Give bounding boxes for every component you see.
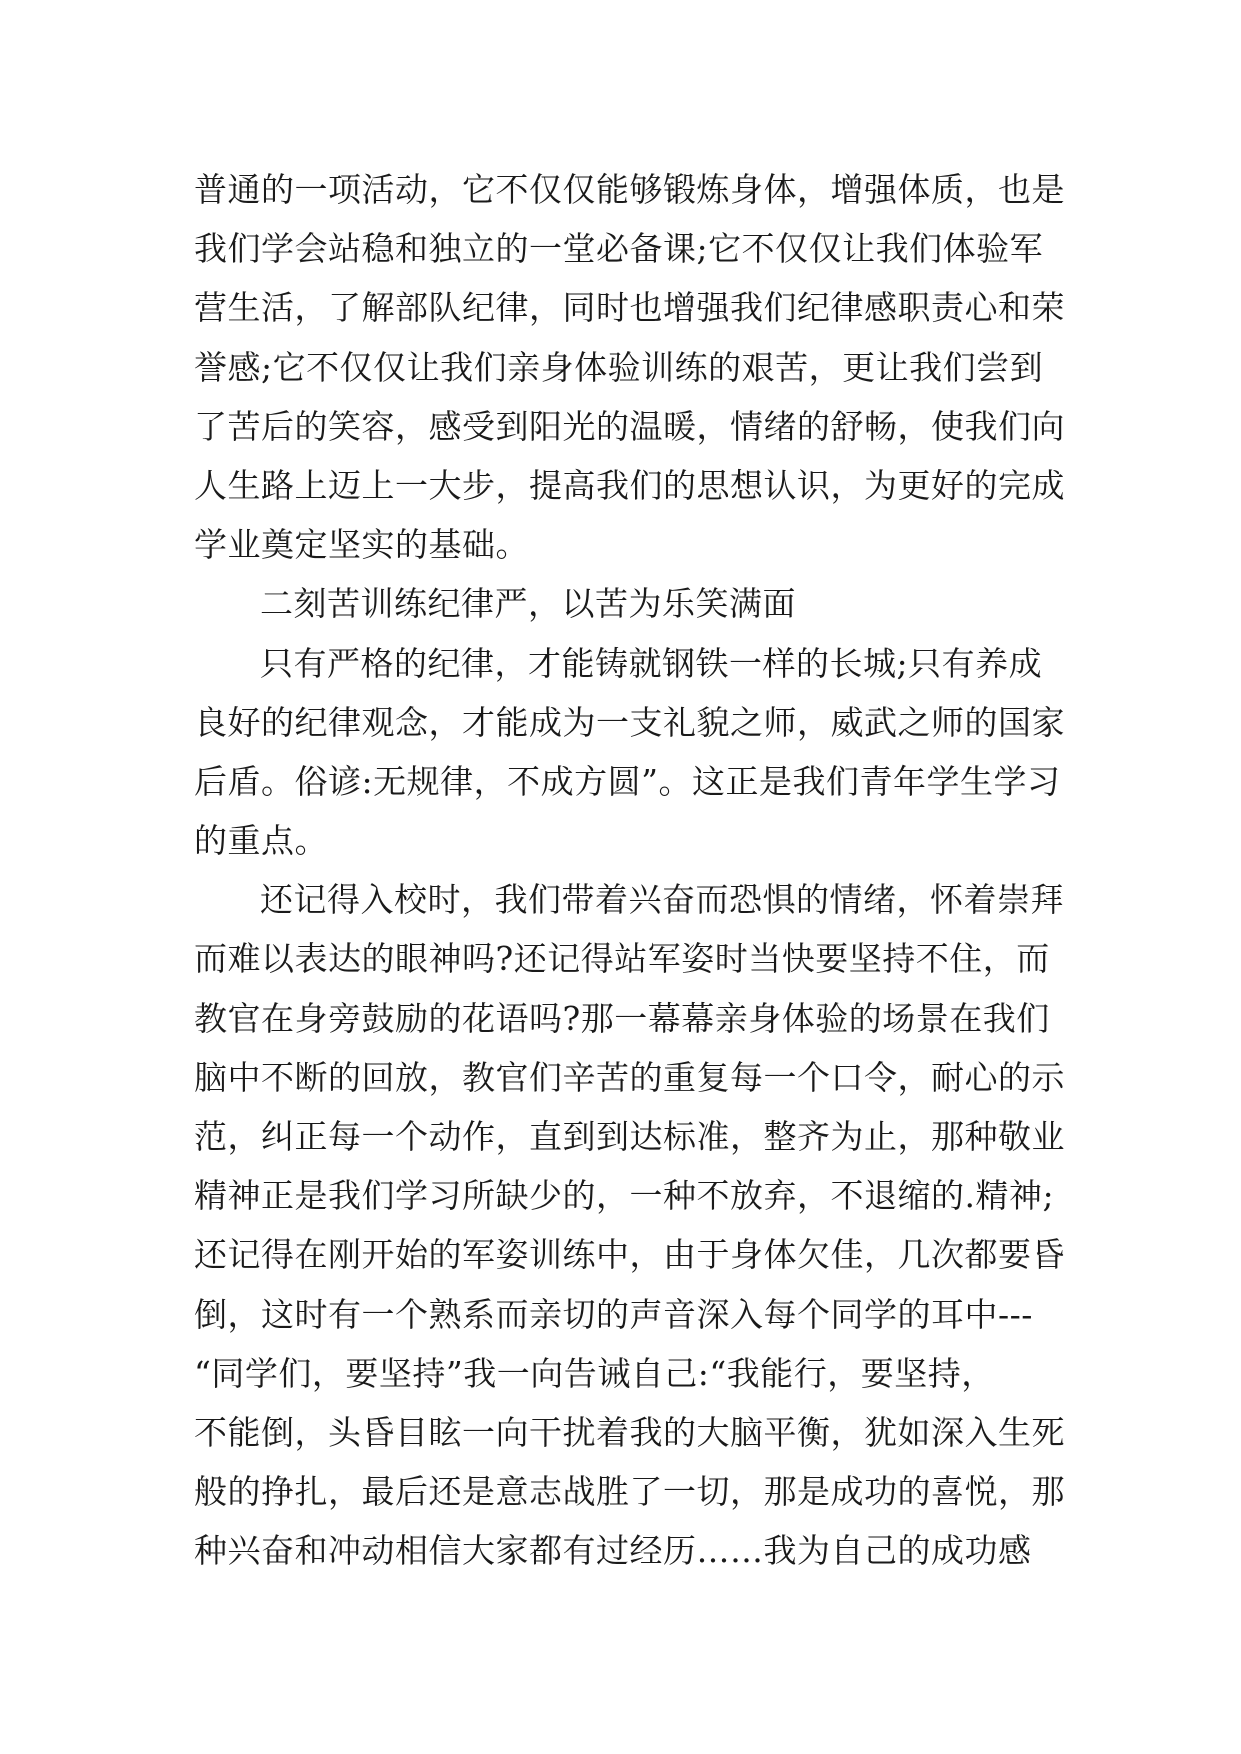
paragraph-first-line: 还记得入校时，我们带着兴奋而恐惧的情绪，怀着崇拜	[260, 880, 1064, 920]
paragraph-first-line: 二刻苦训练纪律严，以苦为乐笑满面	[260, 584, 796, 624]
text-line: 脑中不断的回放，教官们辛苦的重复每一个口令，耐心的示	[194, 1057, 1065, 1097]
text-line: “同学们，要坚持”我一向告诫自己:“我能行，要坚持，	[194, 1353, 995, 1393]
paragraph-first-line: 只有严格的纪律，才能铸就钢铁一样的长城;只有养成	[260, 643, 1043, 683]
text-line: 而难以表达的眼神吗?还记得站军姿时当快要坚持不住，而	[194, 939, 1050, 979]
text-line: 学业奠定坚实的基础。	[194, 525, 529, 565]
text-line: 还记得在刚开始的军姿训练中，由于身体欠佳，几次都要昏	[194, 1235, 1065, 1275]
text-line: 良好的纪律观念，才能成为一支礼貌之师，威武之师的国家	[194, 702, 1065, 742]
text-line: 不能倒，头昏目眩一向干扰着我的大脑平衡，犹如深入生死	[194, 1412, 1065, 1452]
text-line: 后盾。俗谚:无规律，不成方圆”。这正是我们青年学生学习	[194, 761, 1061, 801]
text-line: 倒，这时有一个熟系而亲切的声音深入每个同学的耳中---	[194, 1294, 1033, 1334]
text-line: 人生路上迈上一大步，提高我们的思想认识，为更好的完成	[194, 465, 1065, 505]
text-line: 誉感;它不仅仅让我们亲身体验训练的艰苦，更让我们尝到	[194, 347, 1044, 387]
text-line: 精神正是我们学习所缺少的，一种不放弃，不退缩的.精神;	[194, 1176, 1055, 1216]
text-line: 范，纠正每一个动作，直到到达标准，整齐为止，那种敬业	[194, 1117, 1065, 1156]
text-line: 般的挣扎，最后还是意志战胜了一切，那是成功的喜悦，那	[194, 1472, 1065, 1512]
text-line: 教官在身旁鼓励的花语吗?那一幕幕亲身体验的场景在我们	[194, 998, 1050, 1038]
text-line: 种兴奋和冲动相信大家都有过经历……我为自己的成功感	[194, 1531, 1032, 1571]
text-line: 营生活，了解部队纪律，同时也增强我们纪律感职责心和荣	[194, 288, 1065, 328]
text-line: 了苦后的笑容，感受到阳光的温暖，情绪的舒畅，使我们向	[194, 406, 1065, 446]
body-text	[194, 160, 1065, 1581]
text-line: 的重点。	[194, 821, 328, 861]
text-line: 我们学会站稳和独立的一堂必备课;它不仅仅让我们体验军	[194, 229, 1044, 269]
text-line: 普通的一项活动，它不仅仅能够锻炼身体，增强体质，也是	[194, 170, 1065, 209]
